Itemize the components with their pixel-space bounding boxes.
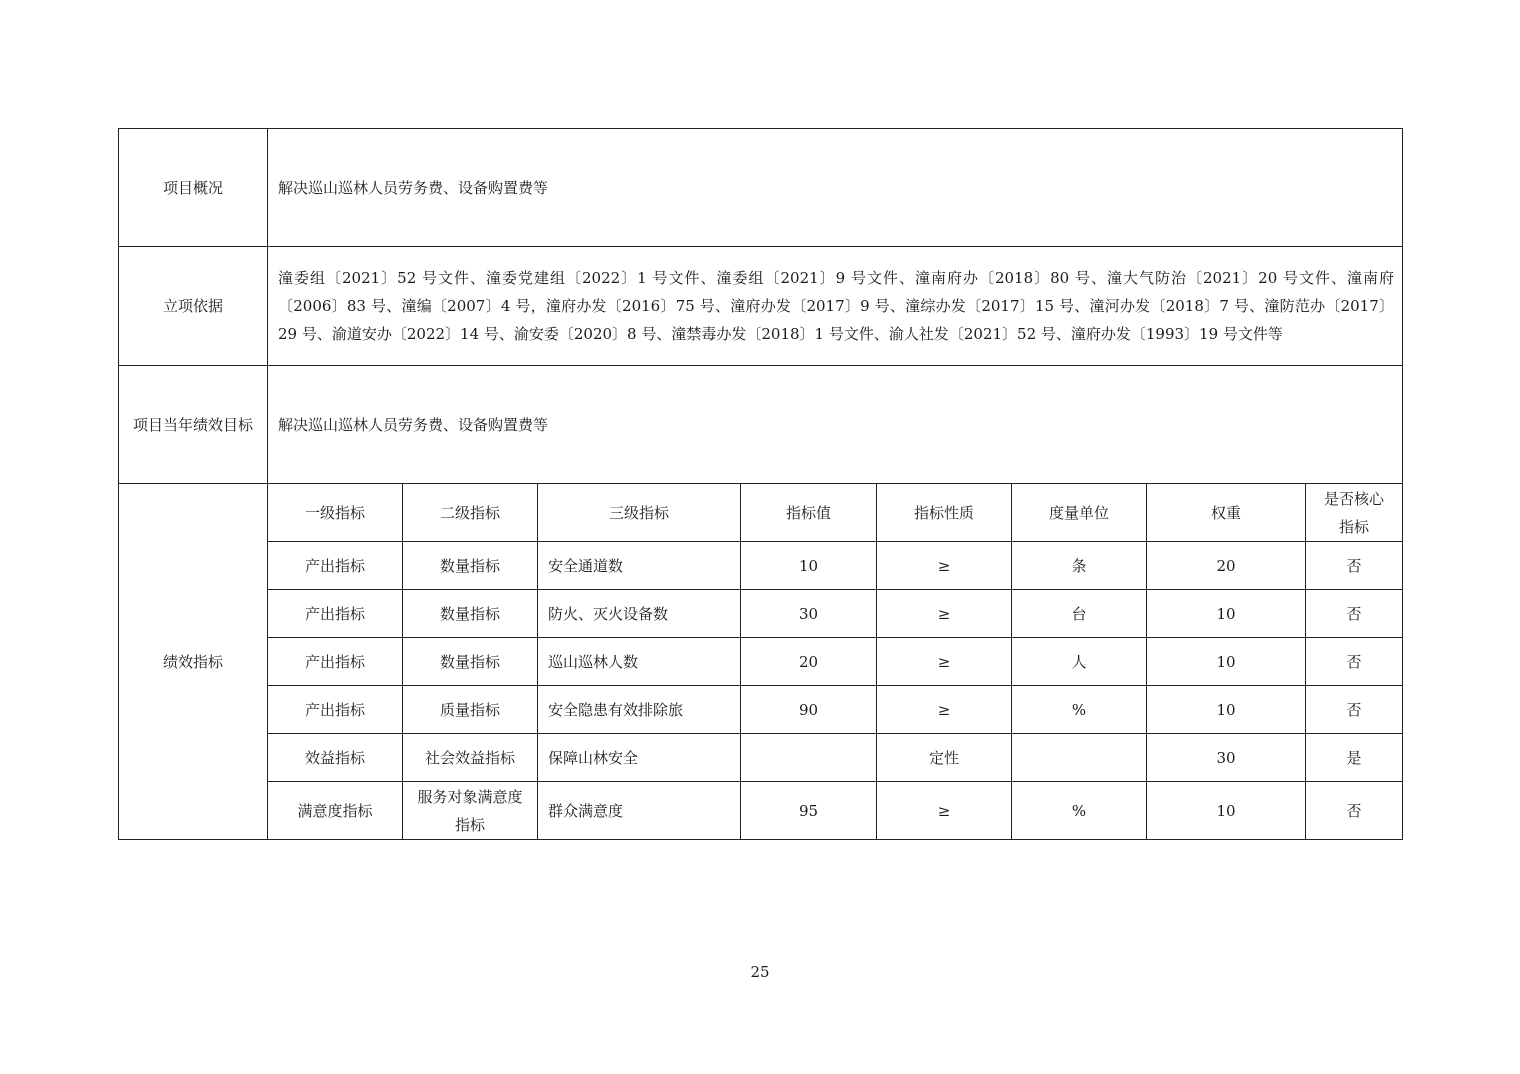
indicator-row bbox=[119, 638, 1403, 686]
row5-weight: 30 bbox=[1147, 734, 1306, 782]
row3-weight: 10 bbox=[1147, 638, 1306, 686]
row1-level1: 产出指标 bbox=[268, 542, 403, 590]
header-weight: 权重 bbox=[1147, 484, 1306, 542]
row4-level3: 安全隐患有效排除旅 bbox=[538, 686, 741, 734]
row6-level3: 群众满意度 bbox=[538, 782, 741, 840]
basis-content: 潼委组〔2021〕52 号文件、潼委党建组〔2022〕1 号文件、潼委组〔2021〕9 号文件、潼南府办〔2018〕80 号、潼大气防治〔2021〕20 号文件、潼南府〔2006〕83 号、潼编〔2007〕4 号，潼府办发〔2016〕75 号、潼府办发〔2017〕9 号、潼综办发〔2017〕15 号、潼河办发〔2018〕7 号、潼防范办〔2017〕29 号、渝道安办〔2022〕14 号、渝安委〔2020〕8 号、潼禁毒办发〔2018〕1 号文件、渝人社发〔2021〕52 号、潼府办发〔1993〕19 号文件等 bbox=[278, 269, 1395, 343]
row5-level1: 效益指标 bbox=[268, 734, 403, 782]
row2-level3: 防火、灭火设备数 bbox=[538, 590, 741, 638]
performance-table bbox=[118, 128, 1403, 840]
row1-level3: 安全通道数 bbox=[538, 542, 741, 590]
row2-weight: 10 bbox=[1147, 590, 1306, 638]
row2-level2: 数量指标 bbox=[403, 590, 538, 638]
row5-nature: 定性 bbox=[877, 734, 1012, 782]
row2-unit: 台 bbox=[1012, 590, 1147, 638]
row6-level2: 服务对象满意度指标 bbox=[403, 782, 538, 840]
annual-goal-content: 解决巡山巡林人员劳务费、设备购置费等 bbox=[268, 366, 1403, 484]
row6-level1: 满意度指标 bbox=[268, 782, 403, 840]
row3-value: 20 bbox=[741, 638, 877, 686]
row3-level1: 产出指标 bbox=[268, 638, 403, 686]
row4-core: 否 bbox=[1306, 686, 1403, 734]
indicator-row bbox=[119, 782, 1403, 840]
row6-core: 否 bbox=[1306, 782, 1403, 840]
indicator-row bbox=[119, 686, 1403, 734]
row5-core: 是 bbox=[1306, 734, 1403, 782]
basis-content-cell bbox=[268, 247, 1403, 366]
header-core: 是否核心指标 bbox=[1306, 484, 1403, 542]
indicator-header-row bbox=[119, 484, 1403, 542]
row1-weight: 20 bbox=[1147, 542, 1306, 590]
header-nature: 指标性质 bbox=[877, 484, 1012, 542]
indicator-row bbox=[119, 734, 1403, 782]
overview-row bbox=[119, 129, 1403, 247]
row5-unit bbox=[1012, 734, 1147, 782]
row1-level2: 数量指标 bbox=[403, 542, 538, 590]
row4-level1: 产出指标 bbox=[268, 686, 403, 734]
row1-value: 10 bbox=[741, 542, 877, 590]
row6-nature: ≥ bbox=[877, 782, 1012, 840]
row2-value: 30 bbox=[741, 590, 877, 638]
row1-unit: 条 bbox=[1012, 542, 1147, 590]
indicator-row bbox=[119, 590, 1403, 638]
row5-value bbox=[741, 734, 877, 782]
basis-row bbox=[119, 247, 1403, 366]
row4-level2: 质量指标 bbox=[403, 686, 538, 734]
row6-unit: % bbox=[1012, 782, 1147, 840]
header-value: 指标值 bbox=[741, 484, 877, 542]
header-level2: 二级指标 bbox=[403, 484, 538, 542]
indicators-label: 绩效指标 bbox=[119, 484, 268, 840]
page-number: 25 bbox=[750, 963, 770, 981]
row5-level2: 社会效益指标 bbox=[403, 734, 538, 782]
row3-level2: 数量指标 bbox=[403, 638, 538, 686]
row6-weight: 10 bbox=[1147, 782, 1306, 840]
annual-goal-row bbox=[119, 366, 1403, 484]
row4-weight: 10 bbox=[1147, 686, 1306, 734]
row2-core: 否 bbox=[1306, 590, 1403, 638]
row5-level3: 保障山林安全 bbox=[538, 734, 741, 782]
row3-level3: 巡山巡林人数 bbox=[538, 638, 741, 686]
row2-nature: ≥ bbox=[877, 590, 1012, 638]
row1-core: 否 bbox=[1306, 542, 1403, 590]
annual-goal-label: 项目当年绩效目标 bbox=[119, 366, 268, 484]
header-level1: 一级指标 bbox=[268, 484, 403, 542]
row3-unit: 人 bbox=[1012, 638, 1147, 686]
basis-label: 立项依据 bbox=[119, 247, 268, 366]
overview-label: 项目概况 bbox=[119, 129, 268, 247]
header-level3: 三级指标 bbox=[538, 484, 741, 542]
row4-value: 90 bbox=[741, 686, 877, 734]
row6-value: 95 bbox=[741, 782, 877, 840]
row1-nature: ≥ bbox=[877, 542, 1012, 590]
row4-unit: % bbox=[1012, 686, 1147, 734]
row3-core: 否 bbox=[1306, 638, 1403, 686]
row3-nature: ≥ bbox=[877, 638, 1012, 686]
header-unit: 度量单位 bbox=[1012, 484, 1147, 542]
row4-nature: ≥ bbox=[877, 686, 1012, 734]
overview-content: 解决巡山巡林人员劳务费、设备购置费等 bbox=[268, 129, 1403, 247]
row2-level1: 产出指标 bbox=[268, 590, 403, 638]
indicator-row bbox=[119, 542, 1403, 590]
